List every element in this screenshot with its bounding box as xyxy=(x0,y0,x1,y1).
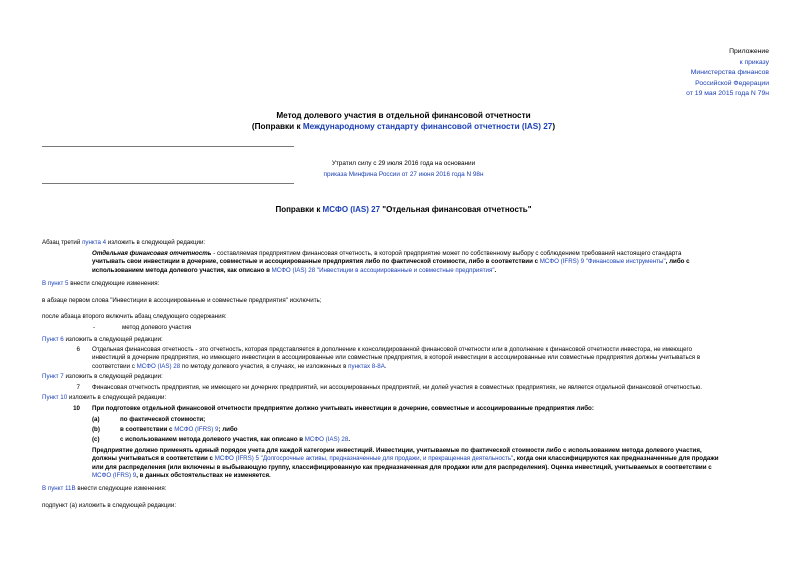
title-text: (Поправки к xyxy=(251,122,303,131)
paragraph: после абзаца второго включить абзац следующего содержания: xyxy=(42,313,227,320)
subitem-text xyxy=(120,426,238,434)
divider-top xyxy=(42,146,294,147)
subitem-label: (a) xyxy=(92,416,100,423)
clause-line: Отдельная финансовая отчетность - это отчетность, которая представляется в дополнение к консолидированной финансовой отчетности или в дополнение к финансовой отчетности инвестора, не имеющего xyxy=(92,346,693,353)
ifrs5-link[interactable]: МСФО (IFRS) 5 "Долгосрочные активы, предназначенные для продажи, и прекращенная деятельность" xyxy=(214,455,514,463)
amendments-heading xyxy=(0,205,807,216)
title-line-1: Метод долевого участия в отдельной финансовой отчетности xyxy=(276,111,531,120)
text: ; либо xyxy=(218,426,238,433)
text: , в данных обстоятельствах не изменяется. xyxy=(136,472,271,480)
clause-number: 10 xyxy=(73,405,80,412)
text: использованием метода долевого участия, как описано в xyxy=(92,266,272,274)
paragraph-instruction xyxy=(42,373,163,381)
subtitle-text: Поправки к xyxy=(275,205,323,214)
title-line-2 xyxy=(0,121,807,132)
definition-line xyxy=(92,250,769,258)
clause-line xyxy=(92,472,769,480)
clause-link[interactable]: пунктах 8-8А xyxy=(348,362,385,370)
clause-link[interactable]: Пункт 10 xyxy=(42,394,68,401)
text: изложить в следующей редакции: xyxy=(106,239,206,246)
text: Абзац третий xyxy=(42,239,83,246)
ias27-link[interactable]: МСФО (IAS) 27 xyxy=(322,205,381,214)
clause-text xyxy=(92,346,769,371)
list-item: метод долевого участия xyxy=(122,324,192,331)
ifrs9-link[interactable]: МСФО (IFRS) 9 xyxy=(174,426,219,433)
appendix-line[interactable]: Российской Федерации xyxy=(695,79,769,87)
clause-link[interactable]: В пункт 11В xyxy=(42,485,76,492)
list-dash: - xyxy=(93,324,96,331)
clause-line: Предприятие должно применять единый порядок учета для каждой категории инвестиций. Инвестиции, учитываемые по фактической стоимости либо с использованием метода долевого участия, xyxy=(92,447,702,454)
text: , когда они классифицируются как предназначенные для продажи xyxy=(513,455,719,463)
definition-line xyxy=(92,258,769,266)
document-title xyxy=(0,110,807,132)
clause-link[interactable]: Пункт 6 xyxy=(42,336,64,343)
clause-10-continuation xyxy=(92,447,769,480)
ifrs9-link[interactable]: МСФО (IFRS) 9 "Финансовые инструменты" xyxy=(539,258,666,266)
text: . xyxy=(384,362,387,370)
clause-link[interactable]: пункта 4 xyxy=(82,239,107,246)
title-text: ) xyxy=(552,122,556,131)
subtitle-text: "Отдельная финансовая отчетность" xyxy=(380,205,532,214)
subitem-label: (b) xyxy=(92,426,100,433)
text: должны учитываться в соответствии с xyxy=(92,455,215,463)
paragraph-instruction xyxy=(42,394,166,402)
text: внести следующие изменения: xyxy=(68,280,160,287)
text: учитывать свои инвестиции в дочерние, совместные и ассоциированные предприятия либо по фактической стоимости, либо в соответствии с xyxy=(92,258,540,266)
clause-number: 6 xyxy=(76,346,80,353)
text: , либо с xyxy=(665,258,690,266)
text: . xyxy=(348,436,351,443)
paragraph-instruction xyxy=(42,280,159,288)
clause-line xyxy=(92,455,769,463)
appendix-line: Приложение xyxy=(729,48,769,55)
clause-link[interactable]: В пункт 5 xyxy=(42,280,69,287)
ifrs9-link[interactable]: МСФО (IFRS) 9 xyxy=(92,472,137,480)
text: с использованием метода долевого участия, как описано в xyxy=(120,436,305,443)
text: изложить в следующей редакции: xyxy=(67,394,167,401)
ias28-link[interactable]: МСФО (IAS) 28 "Инвестиции в ассоциированные и совместные предприятия" xyxy=(271,266,495,274)
appendix-line[interactable]: к приказу xyxy=(739,58,769,66)
ias27-link[interactable]: Международному стандарту финансовой отчетности (IAS) 27 xyxy=(302,122,553,131)
ias28-link[interactable]: МСФО (IAS) 28 xyxy=(136,362,181,370)
appendix-block xyxy=(686,47,769,100)
definition-block xyxy=(92,250,769,275)
subitem-text: по фактической стоимости; xyxy=(120,416,206,423)
text: соответствии с xyxy=(92,362,137,370)
text: изложить в следующей редакции: xyxy=(63,336,163,343)
text: . xyxy=(494,266,497,274)
clause-text: При подготовке отдельной финансовой отчетности предприятие должно учитывать инвестиции в дочерние, совместные и ассоциированные предприятия либо: xyxy=(92,405,594,412)
text: в соответствии с xyxy=(120,426,175,433)
clause-link[interactable]: Пункт 7 xyxy=(42,373,64,380)
clause-line: или для распределения (или включены в выбывающую группу, классифицированную как предназначенная для продажи или для распределения). Оценка инвестиций, учитываемых в соответствии с xyxy=(92,463,712,471)
lost-force-line: Утратил силу с 29 июля 2016 года на основании xyxy=(331,160,476,167)
subitem-label: (c) xyxy=(92,436,100,443)
subitem-text xyxy=(120,436,350,444)
text: по методу долевого участия, в случаях, не изложенных в xyxy=(180,362,349,370)
text: изложить в следующей редакции: xyxy=(63,373,163,380)
paragraph: в абзаце первом слова "Инвестиции в ассоциированные и совместные предприятия" исключить; xyxy=(42,297,322,304)
clause-line xyxy=(92,363,769,371)
term: Отдельная финансовая отчетность xyxy=(92,250,212,257)
paragraph-instruction xyxy=(42,485,166,493)
clause-line: инвестиций в дочерние предприятия, но имеющего инвестиции в ассоциированные или совместные предприятия, в которой инвестиции в ассоциированные или совместные предприятия должны учитываться в xyxy=(92,354,701,362)
paragraph-instruction xyxy=(42,336,163,344)
clause-text: Финансовая отчетность предприятия, не имеющего ни дочерних предприятий, ни ассоциированных предприятий, ни долей участия в совместных предприятиях, не является отдельной финансовой отчетностью. xyxy=(92,384,702,391)
definition-line xyxy=(92,267,769,275)
text: внести следующие изменения: xyxy=(75,485,167,492)
clause-number: 7 xyxy=(76,384,80,391)
paragraph: подпункт (а) изложить в следующей редакции: xyxy=(42,502,177,509)
paragraph-instruction xyxy=(42,239,205,247)
lost-force-notice xyxy=(0,158,807,180)
appendix-line[interactable]: от 19 мая 2015 года N 79н xyxy=(686,90,769,98)
text: - составляемая предприятием финансовая отчетность, в которой предприятие может по собственному выбору с соблюдением требований настоящего стандарта xyxy=(211,250,682,257)
appendix-line[interactable]: Министерства финансов xyxy=(690,69,769,77)
divider-bottom xyxy=(42,183,294,184)
order-link[interactable]: приказа Минфина России от 27 июня 2016 года N 98н xyxy=(323,171,484,178)
ias28-link[interactable]: МСФО (IAS) 28 xyxy=(304,436,349,443)
